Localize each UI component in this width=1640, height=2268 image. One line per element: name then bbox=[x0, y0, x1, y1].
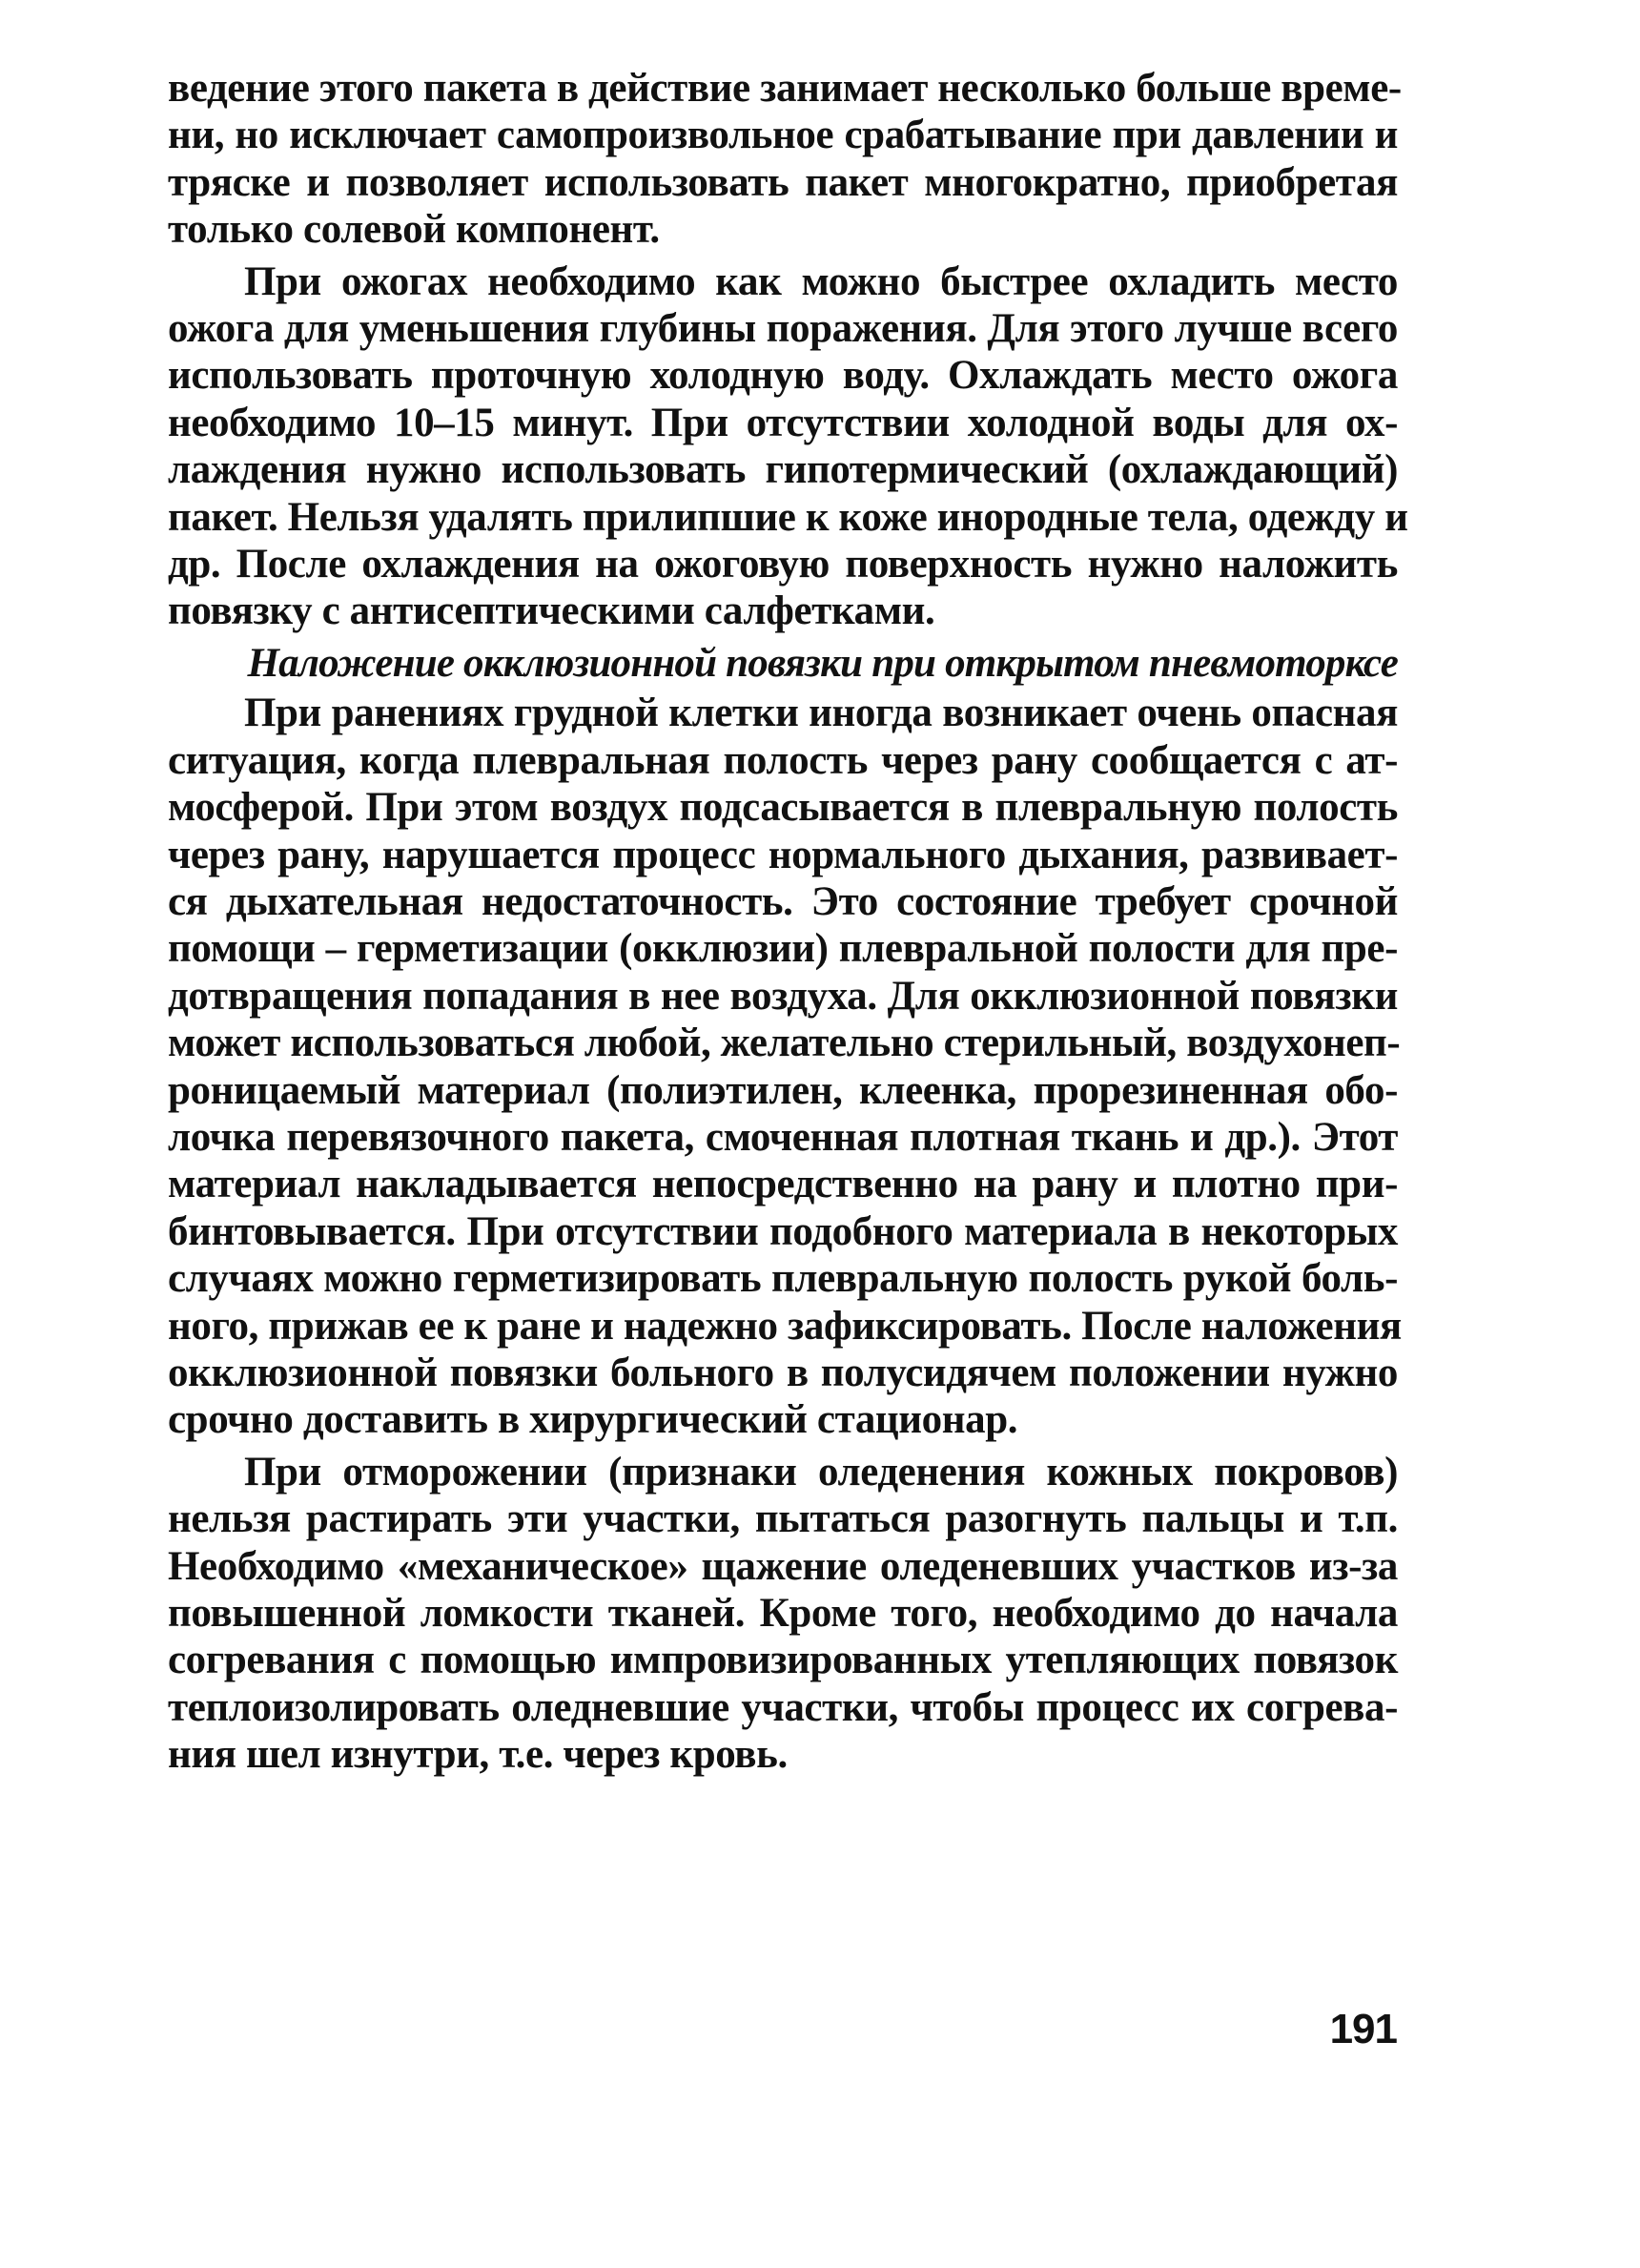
paragraph-package-continued bbox=[168, 65, 1402, 254]
page-body bbox=[168, 65, 1408, 1783]
text-line: использовать проточную холодную воду. Охлаждать место ожога bbox=[168, 353, 1398, 399]
text-line: ожога для уменьшения глубины поражения. Для этого лучше всего bbox=[168, 306, 1398, 352]
text-line: ситуация, когда плевральная полость через рану сообщается с ат- bbox=[168, 737, 1398, 783]
text-line: ни, но исключает самопроизвольное срабатывание при давлении и bbox=[168, 113, 1398, 158]
text-line: др. После охлаждения на ожоговую поверхность нужно наложить bbox=[168, 542, 1398, 588]
text-line: срочно доставить в хирургический стационар. bbox=[168, 1397, 1018, 1443]
paragraph-pneumothorax bbox=[168, 690, 1402, 1444]
text-line: ся дыхательная недостаточность. Это состояние требует срочной bbox=[168, 878, 1398, 924]
text-line: материал накладывается непосредственно на рану и плотно при- bbox=[168, 1162, 1398, 1207]
text-line: повышенной ломкости тканей. Кроме того, необходимо до начала bbox=[168, 1591, 1398, 1636]
text-line: ного, прижав ее к ране и надежно зафиксировать. После наложения bbox=[168, 1303, 1402, 1349]
text-line: окклюзионной повязки больного в полусидячем положении нужно bbox=[168, 1350, 1398, 1395]
text-line: ведение этого пакета в действие занимает несколько больше време- bbox=[168, 66, 1402, 111]
text-line: лочка перевязочного пакета, смоченная плотная ткань и др.). Этот bbox=[168, 1114, 1398, 1160]
text-line: согревания с помощью импровизированных утепляющих повязок bbox=[168, 1638, 1398, 1683]
text-line: только солевой компонент. bbox=[168, 207, 660, 253]
text-line: тряске и позволяет использовать пакет многократно, приобретая bbox=[168, 159, 1398, 205]
text-line: помощи – герметизации (окклюзии) плевральной полости для пре- bbox=[168, 926, 1398, 972]
text-line: теплоизолировать оледневшие участки, чтобы процесс их согрева- bbox=[168, 1684, 1398, 1730]
text-line: повязку с антисептическими салфетками. bbox=[168, 588, 935, 634]
paragraph-burns bbox=[168, 258, 1408, 635]
text-line: пакет. Нельзя удалять прилипшие к коже инородные тела, одежду и bbox=[168, 494, 1408, 540]
section-heading: Наложение окклюзионной повязки при открытом пневмоторксе bbox=[247, 640, 1398, 686]
text-line: ния шел изнутри, т.е. через кровь. bbox=[168, 1732, 788, 1778]
text-line: мосферой. При этом воздух подсасывается в плевральную полость bbox=[168, 785, 1398, 831]
text-line: лаждения нужно использовать гипотермический (охлаждающий) bbox=[168, 447, 1398, 493]
text-line: При отморожении (признаки оледенения кожных покровов) bbox=[244, 1449, 1398, 1495]
text-line: необходимо 10–15 минут. При отсутствии холодной воды для ох- bbox=[168, 400, 1398, 445]
text-line: При ожогах необходимо как можно быстрее охладить место bbox=[244, 258, 1398, 304]
text-line: дотвращения попадания в нее воздуха. Для окклюзионной повязки bbox=[168, 973, 1398, 1019]
text-line: через рану, нарушается процесс нормального дыхания, развивает- bbox=[168, 832, 1398, 877]
text-line: может использоваться любой, желательно стерильный, воздухонеп- bbox=[168, 1021, 1401, 1066]
text-line: случаях можно герметизировать плевральную полость рукой боль- bbox=[168, 1256, 1398, 1302]
text-line: При ранениях грудной клетки иногда возникает очень опасная bbox=[244, 691, 1398, 736]
page-number: 191 bbox=[1329, 2006, 1397, 2052]
text-line: роницаемый материал (полиэтилен, клеенка, прорезиненная обо- bbox=[168, 1067, 1398, 1113]
text-line: Необходимо «механическое» щажение оледеневших участков из-за bbox=[168, 1543, 1398, 1589]
paragraph-frostbite bbox=[168, 1449, 1398, 1779]
text-line: нельзя растирать эти участки, пытаться разогнуть пальцы и т.п. bbox=[168, 1496, 1398, 1542]
text-line: бинтовывается. При отсутствии подобного материала в некоторых bbox=[168, 1208, 1398, 1254]
